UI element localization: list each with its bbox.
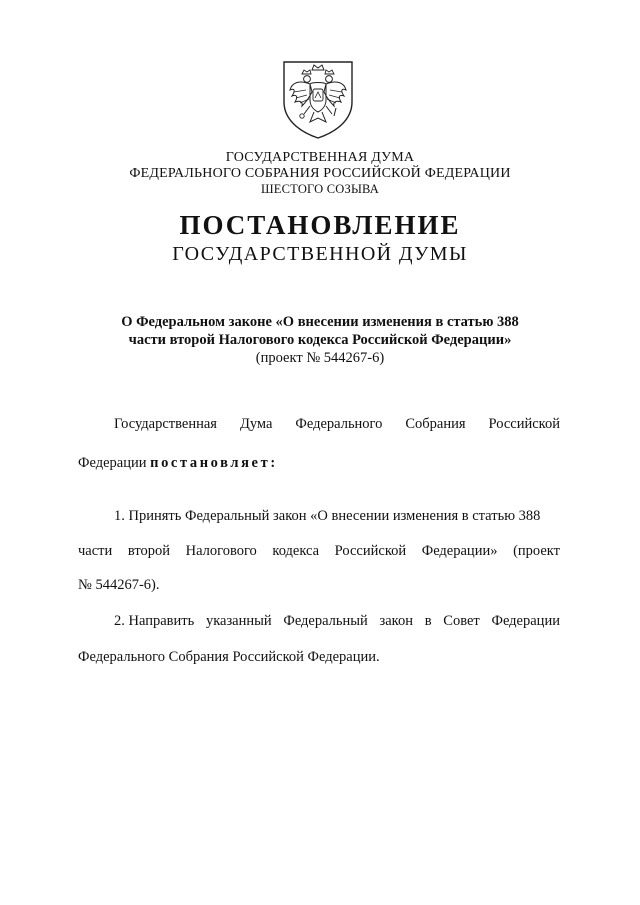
item-2-line-1 xyxy=(114,613,560,630)
preamble-line-2 xyxy=(78,455,278,472)
preamble-word: Дума xyxy=(239,416,273,432)
header-convocation: ШЕСТОГО СОЗЫВА xyxy=(260,182,380,196)
item-1-line-3: № 544267-6). xyxy=(78,577,160,593)
item-1-word: кодекса xyxy=(272,543,320,559)
document-title: ПОСТАНОВЛЕНИЕ xyxy=(179,210,461,240)
item-2-word: закон xyxy=(379,613,413,629)
draft-number: (проект № 544267-6) xyxy=(255,350,385,366)
item-1-word: (проект xyxy=(513,543,560,559)
preamble-text: Федерации xyxy=(78,455,151,471)
preamble-word: Собрания xyxy=(405,416,466,432)
item-2-word: указанный xyxy=(205,613,272,629)
item-2-word: в xyxy=(424,613,432,629)
document-subtitle: ГОСУДАРСТВЕННОЙ ДУМЫ xyxy=(172,243,468,265)
item-1-word: Российской xyxy=(334,543,407,559)
preamble-word: Федерального xyxy=(295,416,383,432)
item-2-word: Федерации xyxy=(491,613,560,629)
header-federal-assembly: ФЕДЕРАЛЬНОГО СОБРАНИЯ РОССИЙСКОЙ ФЕДЕРАЦИИ xyxy=(129,166,511,181)
item-1-line-1: 1. Принять Федеральный закон «О внесении изменения в статью 388 xyxy=(114,508,541,524)
preamble-line-1 xyxy=(114,416,560,433)
item-2-word: 2. Направить xyxy=(114,613,195,629)
coat-of-arms-icon xyxy=(276,56,360,140)
item-2-line-2: Федерального Собрания Российской Федерации. xyxy=(78,649,380,665)
item-2-word: Федеральный xyxy=(283,613,368,629)
item-1-line-2 xyxy=(78,543,560,560)
preamble-word: Российской xyxy=(488,416,560,432)
item-1-word: Налогового xyxy=(185,543,257,559)
decrees-word: постановляет: xyxy=(150,455,278,471)
item-2-word: Совет xyxy=(443,613,480,629)
preamble-word: Государственная xyxy=(114,416,217,432)
item-1-word: второй xyxy=(127,543,170,559)
subject-line-1: О Федеральном законе «О внесении изменения в статью 388 xyxy=(121,314,519,330)
subject-line-2: части второй Налогового кодекса Российской Федерации» xyxy=(128,332,512,348)
item-1-word: части xyxy=(78,543,113,559)
item-1-word: Федерации» xyxy=(421,543,498,559)
header-duma: ГОСУДАРСТВЕННАЯ ДУМА xyxy=(225,150,415,165)
